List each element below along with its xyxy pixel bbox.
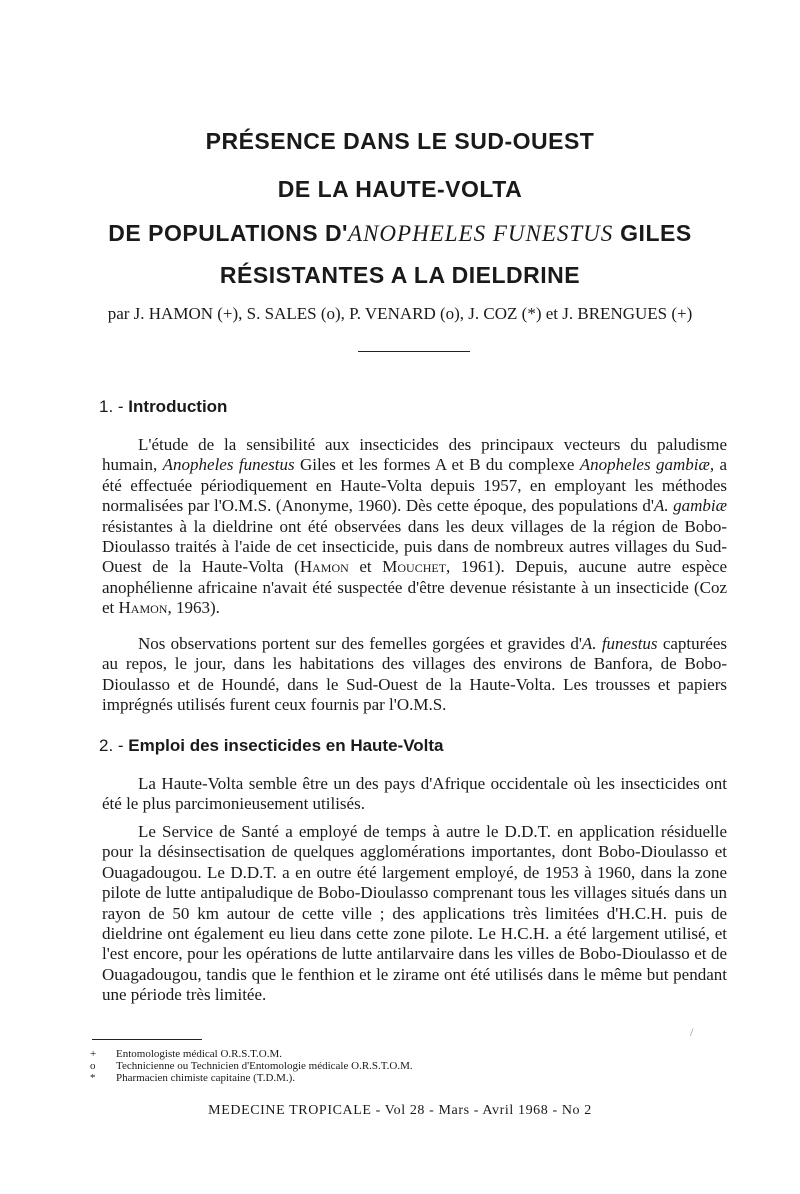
section-2-number: 2. - <box>99 736 129 755</box>
italic-run: A. funestus <box>581 634 658 653</box>
footnote-mark: + <box>90 1048 97 1060</box>
title-line-3 <box>0 220 800 247</box>
footnote-text: Pharmacien chimiste capitaine (T.D.M.). <box>116 1072 296 1084</box>
text-run: Giles et les formes A et B du complexe <box>294 455 580 475</box>
authors-line: par J. HAMON (+), S. SALES (o), P. VENARD (o), J. COZ (*) et J. BRENGUES (+) <box>107 304 693 323</box>
section-2-paragraph-1: La Haute-Volta semble être un des pays d'Afrique occidentale où les insecticides ont été le plus parcimonieusement utilisés. <box>102 774 727 814</box>
text-run: et <box>348 557 383 577</box>
title-divider <box>358 351 470 352</box>
margin-mark: / <box>690 1025 694 1039</box>
italic-run: A. gambiæ <box>653 496 727 516</box>
title-line-2: DE LA HAUTE-VOLTA <box>277 176 523 202</box>
footnote-2 <box>90 1060 413 1072</box>
title-line-3-pre: DE POPULATIONS D' <box>108 220 349 246</box>
section-2-title: Emploi des insecticides en Haute-Volta <box>128 736 444 755</box>
footnote-mark: * <box>90 1072 96 1084</box>
section-1-number: 1. - <box>99 397 129 416</box>
section-2-heading <box>99 736 444 756</box>
title-line-1: PRÉSENCE DANS LE SUD-OUEST <box>205 128 595 154</box>
section-1-heading <box>99 397 227 417</box>
smallcaps-run: Hamon <box>299 557 349 577</box>
italic-run: Anopheles funestus <box>162 455 295 475</box>
footnote-text: Technicienne ou Technicien d'Entomologie médicale O.R.S.T.O.M. <box>116 1060 413 1072</box>
footnote-text: Entomologiste médical O.R.S.T.O.M. <box>116 1048 283 1060</box>
title-line-4: RÉSISTANTES A LA DIELDRINE <box>219 262 581 288</box>
text-run: 1963). <box>171 598 220 618</box>
journal-footer: MEDECINE TROPICALE - Vol 28 - Mars - Avril 1968 - No 2 <box>208 1103 592 1118</box>
section-1-title: Introduction <box>128 397 228 416</box>
text-run: résistantes à la dieldrine ont été observées dans les deux villages de la région de Bobo-Dioulasso traités à l'aide de cet insecticide, puis dans de nombreux autres villages du Sud-Ouest de la Haute-Volta ( <box>102 516 727 577</box>
italic-run: Anopheles gambiæ, <box>579 455 715 475</box>
smallcaps-run: Hamon, <box>118 598 172 618</box>
text-run: capturées au repos, le jour, dans les habitations des villages des environs de Banfora, de Bobo-Dioulasso et de Houndé, dans le Sud-Ouest de la Haute-Volta. Les trousses et papiers imprégnés utilisés furent ceux fournis par l'O.M.S. <box>102 634 728 715</box>
footnote-divider <box>92 1039 202 1040</box>
footnote-mark: o <box>90 1060 96 1072</box>
footnote-3 <box>90 1072 295 1084</box>
section-1-paragraph-1 <box>102 435 727 619</box>
section-2-paragraph-2: Le Service de Santé a employé de temps à autre le D.D.T. en application résiduelle pour la désinsectisation de quelques agglomérations importantes, dont Bobo-Dioulasso et Ouagadougou. Le D.D.T. a en outre été largement employé, de 1953 à 1960, dans la zone pilote de lutte antipaludique de Bobo-Dioulasso comprenant tous les villages situés dans un rayon de 50 km autour de cette ville ; des applications très limitées d'H.C.H. puis de dieldrine ont également eu lieu dans cette zone pilote. Le H.C.H. a été largement utilisé, et l'est encore, pour les opérations de lutte antilarvaire dans les villes de Bobo-Dioulasso et de Ouagadougou, tandis que le fenthion et le zirame ont été utilisés dans le même but pendant une période très limitée. <box>102 822 727 1005</box>
smallcaps-run: Mouchet, <box>382 557 451 577</box>
text-run: Nos observations portent sur des femelles gorgées et gravides d' <box>138 634 582 653</box>
section-1-paragraph-2 <box>102 634 727 716</box>
title-species-italic: ANOPHELES FUNESTUS <box>348 221 614 246</box>
text-run: L'étude de la sensibilité aux insecticides des principaux vecteurs du paludisme humain, <box>102 435 727 475</box>
text-run: a été effectuée périodiquement en Haute-Volta depuis 1957, en employant les méthodes normalisées par l'O.M.S. (Anonyme, 1960). Dès cette époque, des populations d' <box>102 455 728 516</box>
text-run: 1961). Depuis, aucune autre espèce anophélienne africaine n'avait été suspectée d'être devenue résistante à un insecticide (Coz et <box>102 557 727 618</box>
footnote-1 <box>90 1048 282 1060</box>
title-line-3-post: GILES <box>613 220 692 246</box>
